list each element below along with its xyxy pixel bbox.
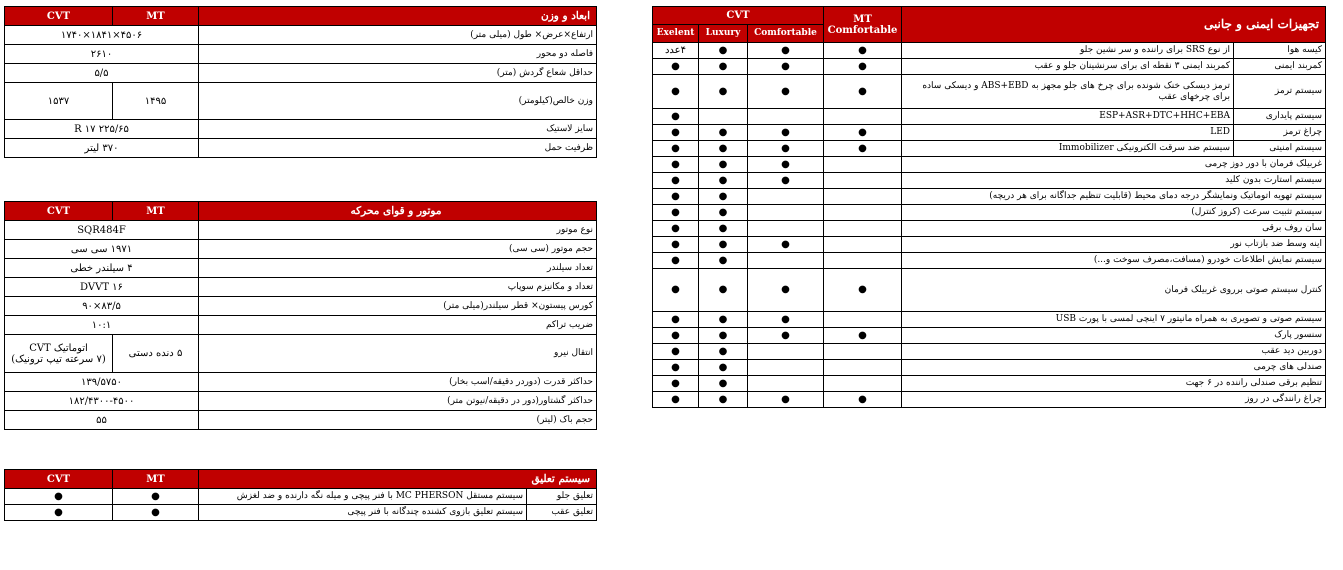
table-row (5, 240, 597, 259)
exelent-value: ● (653, 125, 699, 141)
table-row (5, 221, 597, 240)
table-row (5, 64, 597, 83)
col-header-mt: MT (113, 202, 199, 221)
row-label: تعداد و مکانیزم سوپاپ (199, 278, 597, 297)
merged-value: DVVT ۱۶ (5, 278, 199, 297)
row-label: حداقل شعاع گردش (متر) (199, 64, 597, 83)
table-row (5, 505, 597, 521)
row-label: انتقال نیرو (199, 335, 597, 373)
merged-value: ۳۷۰ لیتر (5, 139, 199, 158)
table-row (5, 26, 597, 45)
comfortable-mt-value (824, 237, 902, 253)
luxury-value: ● (699, 360, 748, 376)
cvt-value (5, 335, 113, 373)
dimensions-table (4, 6, 597, 158)
comfortable-mt-value: ● (824, 392, 902, 408)
row-label: سایز لاستیک (199, 120, 597, 139)
table-row (653, 109, 1326, 125)
comfortable-mt-value (824, 205, 902, 221)
row-label: صندلی های چرمی (902, 360, 1326, 376)
mt-value: ۱۴۹۵ (113, 83, 199, 120)
exelent-value: ● (653, 344, 699, 360)
row-description: سیستم مستقل MC PHERSON با فنر پیچی و میله نگه دارنده و ضد لغزش (199, 489, 527, 505)
table-row (5, 297, 597, 316)
exelent-value: ● (653, 237, 699, 253)
comfortable-cvt-value (748, 189, 824, 205)
safety-table-body (653, 43, 1326, 408)
merged-value: ۱۹۷۱ سی سی (5, 240, 199, 259)
col-header-cvt: CVT (5, 470, 113, 489)
merged-value: ۱۸۲/۴۳۰۰-۴۵۰۰ (5, 392, 199, 411)
row-description: LED (902, 125, 1234, 141)
row-label: کمربند ایمنی (1234, 59, 1326, 75)
engine-table (4, 201, 597, 430)
comfortable-cvt-value: ● (748, 157, 824, 173)
row-label: تعداد سیلندر (199, 259, 597, 278)
row-label: فاصله دو محور (199, 45, 597, 64)
luxury-value: ● (699, 43, 748, 59)
exelent-value: ● (653, 157, 699, 173)
table-row (5, 83, 597, 120)
cvt-line-2: (۷ سرعته تیپ ترونیک) (11, 353, 106, 365)
exelent-value: ● (653, 109, 699, 125)
row-label: اینه وسط ضد بازتاب نور (902, 237, 1326, 253)
table-row (653, 328, 1326, 344)
exelent-value: ● (653, 376, 699, 392)
row-label: سیستم نمایش اطلاعات خودرو (مسافت،مصرف سوخت و...) (902, 253, 1326, 269)
table-row (653, 392, 1326, 408)
merged-value: ۲۲۵/۶۵ R ۱۷ (5, 120, 199, 139)
section-title: ابعاد و وزن (199, 7, 597, 26)
merged-value: ۲۶۱۰ (5, 45, 199, 64)
luxury-value: ● (699, 269, 748, 312)
luxury-value: ● (699, 173, 748, 189)
comfortable-mt-value (824, 344, 902, 360)
luxury-value: ● (699, 221, 748, 237)
row-label: تعلیق عقب (527, 505, 597, 521)
row-description: ESP+ASR+DTC+HHC+EBA (902, 109, 1234, 125)
exelent-value: ● (653, 360, 699, 376)
table-row (5, 45, 597, 64)
mt-value: ۵ دنده دستی (113, 335, 199, 373)
luxury-value: ● (699, 125, 748, 141)
table-row (653, 75, 1326, 109)
group-header-mt (824, 7, 902, 43)
comfortable-cvt-value: ● (748, 312, 824, 328)
merged-value: SQR484F (5, 221, 199, 240)
table-row (5, 278, 597, 297)
section-title: سیستم تعلیق (199, 470, 597, 489)
exelent-value: ● (653, 141, 699, 157)
comfortable-cvt-value (748, 253, 824, 269)
row-label: وزن خالص(کیلومتر) (199, 83, 597, 120)
safety-equipment-table (652, 6, 1326, 408)
section-title: تجهیزات ایمنی و جانبی (902, 7, 1326, 43)
row-description: کمربند ایمنی ۳ نقطه ای برای سرنشینان جلو و عقب (902, 59, 1234, 75)
table-row (653, 344, 1326, 360)
row-label: دوربین دید عقب (902, 344, 1326, 360)
comfortable-cvt-value: ● (748, 173, 824, 189)
table-row (5, 489, 597, 505)
luxury-value: ● (699, 59, 748, 75)
luxury-value: ● (699, 237, 748, 253)
table-row (653, 189, 1326, 205)
row-label: کورس پیستون× قطر سیلندر(میلی متر) (199, 297, 597, 316)
col-header-cvt: CVT (5, 7, 113, 26)
comfortable-mt-value: ● (824, 75, 902, 109)
row-description: سیستم تعلیق بازوی کشنده چندگانه با فنر پیچی (199, 505, 527, 521)
comfortable-mt-value: ● (824, 59, 902, 75)
table-row (5, 139, 597, 158)
luxury-value: ● (699, 75, 748, 109)
comfortable-mt-value (824, 173, 902, 189)
table-row (653, 157, 1326, 173)
row-label: سیستم تهویه اتوماتیک ونمایشگر درجه دمای محیط (قابلیت تنظیم جداگانه برای هر دریچه) (902, 189, 1326, 205)
group-header-cvt: CVT (653, 7, 824, 25)
exelent-value: ● (653, 392, 699, 408)
comfortable-cvt-value: ● (748, 125, 824, 141)
row-description: سیستم ضد سرقت الکترونیکی Immobilizer (902, 141, 1234, 157)
exelent-value: ● (653, 205, 699, 221)
cvt-value: ● (5, 489, 113, 505)
exelent-value: ● (653, 253, 699, 269)
exelent-value: ● (653, 269, 699, 312)
table-row (653, 376, 1326, 392)
row-label: حداکثر گشتاور(دور در دقیقه/نیوتن متر) (199, 392, 597, 411)
merged-value: ۵/۵ (5, 64, 199, 83)
section-title: موتور و قوای محرکه (199, 202, 597, 221)
cvt-value: ۱۵۳۷ (5, 83, 113, 120)
table-row (5, 335, 597, 373)
table-row (653, 237, 1326, 253)
comfortable-cvt-value: ● (748, 75, 824, 109)
table-row (653, 221, 1326, 237)
comfortable-cvt-value (748, 344, 824, 360)
luxury-value: ● (699, 392, 748, 408)
luxury-value: ● (699, 312, 748, 328)
exelent-value: ۴عدد (653, 43, 699, 59)
comfortable-cvt-value (748, 109, 824, 125)
merged-value: ۴۵۰۶×۱۸۴۱×۱۷۴۰ (5, 26, 199, 45)
table-row (5, 120, 597, 139)
merged-value: ۸۳/۵×۹۰ (5, 297, 199, 316)
comfortable-cvt-value: ● (748, 43, 824, 59)
row-description: ترمز دیسکی خنک شونده برای چرخ های جلو مجهز به ABS+EBD و دیسکی ساده برای چرخهای عقب (902, 75, 1234, 109)
col-header-mt: MT (113, 470, 199, 489)
group-header-mt-label: MT (853, 13, 872, 25)
row-label: ظرفیت حمل (199, 139, 597, 158)
row-label: حجم باک (لیتر) (199, 411, 597, 430)
comfortable-mt-value (824, 376, 902, 392)
comfortable-mt-value (824, 109, 902, 125)
table-row (653, 360, 1326, 376)
luxury-value: ● (699, 328, 748, 344)
merged-value: ۱۰:۱ (5, 316, 199, 335)
table-row (653, 312, 1326, 328)
comfortable-mt-value (824, 360, 902, 376)
row-label: سیستم ترمز (1234, 75, 1326, 109)
table-row (5, 259, 597, 278)
row-label: سیستم صوتی و تصویری به همراه مانیتور ۷ اینچی لمسی با پورت USB (902, 312, 1326, 328)
row-label: غربیلک فرمان با دور دوز چرمی (902, 157, 1326, 173)
merged-value: ۱۳۹/۵۷۵۰ (5, 373, 199, 392)
table-row (5, 316, 597, 335)
table-row (653, 205, 1326, 221)
mt-value: ● (113, 489, 199, 505)
comfortable-cvt-value: ● (748, 392, 824, 408)
col-header-exelent: Exelent (653, 25, 699, 43)
table-row (653, 43, 1326, 59)
luxury-value: ● (699, 376, 748, 392)
comfortable-cvt-value: ● (748, 141, 824, 157)
luxury-value: ● (699, 205, 748, 221)
comfortable-cvt-value (748, 360, 824, 376)
comfortable-mt-value (824, 312, 902, 328)
mt-value: ● (113, 505, 199, 521)
exelent-value: ● (653, 221, 699, 237)
row-label: تعلیق جلو (527, 489, 597, 505)
comfortable-mt-value (824, 157, 902, 173)
luxury-value: ● (699, 141, 748, 157)
comfortable-mt-value (824, 221, 902, 237)
table-row (653, 269, 1326, 312)
row-label: ارتفاع×عرض× طول (میلی متر) (199, 26, 597, 45)
comfortable-cvt-value: ● (748, 328, 824, 344)
row-description: از نوع SRS برای راننده و سر نشین جلو (902, 43, 1234, 59)
suspension-table (4, 469, 597, 521)
luxury-value: ● (699, 189, 748, 205)
comfortable-cvt-value: ● (748, 269, 824, 312)
comfortable-mt-value: ● (824, 269, 902, 312)
table-row (5, 392, 597, 411)
table-row (653, 125, 1326, 141)
row-label: سنسور پارک (902, 328, 1326, 344)
exelent-value: ● (653, 75, 699, 109)
exelent-value: ● (653, 59, 699, 75)
table-row (5, 373, 597, 392)
comfortable-mt-value: ● (824, 43, 902, 59)
comfortable-cvt-value: ● (748, 237, 824, 253)
luxury-value: ● (699, 253, 748, 269)
luxury-value: ● (699, 344, 748, 360)
row-label: حداکثر قدرت (دوردر دقیقه/اسب بخار) (199, 373, 597, 392)
col-header-mt: MT (113, 7, 199, 26)
row-label: سیستم امنیتی (1234, 141, 1326, 157)
comfortable-mt-value: ● (824, 328, 902, 344)
luxury-value (699, 109, 748, 125)
row-label: چراغ ترمز (1234, 125, 1326, 141)
row-label: حجم موتور (سی سی) (199, 240, 597, 259)
exelent-value: ● (653, 189, 699, 205)
comfortable-mt-value (824, 253, 902, 269)
comfortable-cvt-value (748, 205, 824, 221)
table-row (653, 59, 1326, 75)
row-label: تنظیم برقی صندلی راننده در ۶ جهت (902, 376, 1326, 392)
exelent-value: ● (653, 328, 699, 344)
row-label: چراغ رانندگی در روز (902, 392, 1326, 408)
exelent-value: ● (653, 312, 699, 328)
row-label: ضریب تراکم (199, 316, 597, 335)
table-row (653, 141, 1326, 157)
merged-value: ۴ سیلندر خطی (5, 259, 199, 278)
col-header-comfortable-mt: Comfortable (827, 24, 898, 36)
row-label: سیستم تثبیت سرعت (کروز کنترل) (902, 205, 1326, 221)
row-label: سیستم پایداری (1234, 109, 1326, 125)
comfortable-mt-value (824, 189, 902, 205)
col-header-cvt: CVT (5, 202, 113, 221)
comfortable-cvt-value (748, 376, 824, 392)
row-label: نوع موتور (199, 221, 597, 240)
row-label: کنترل سیستم صوتی برروی غربیلک فرمان (902, 269, 1326, 312)
table-row (5, 411, 597, 430)
col-header-comfortable-cvt: Comfortable (748, 25, 824, 43)
comfortable-mt-value: ● (824, 141, 902, 157)
table-row (653, 253, 1326, 269)
table-row (653, 173, 1326, 189)
row-label: سان روف برقی (902, 221, 1326, 237)
cvt-value: ● (5, 505, 113, 521)
cvt-line-1: اتوماتیک CVT (29, 342, 88, 354)
row-label: سیستم استارت بدون کلید (902, 173, 1326, 189)
luxury-value: ● (699, 157, 748, 173)
comfortable-cvt-value: ● (748, 59, 824, 75)
comfortable-cvt-value (748, 221, 824, 237)
exelent-value: ● (653, 173, 699, 189)
merged-value: ۵۵ (5, 411, 199, 430)
comfortable-mt-value: ● (824, 125, 902, 141)
col-header-luxury: Luxury (699, 25, 748, 43)
row-label: کیسه هوا (1234, 43, 1326, 59)
